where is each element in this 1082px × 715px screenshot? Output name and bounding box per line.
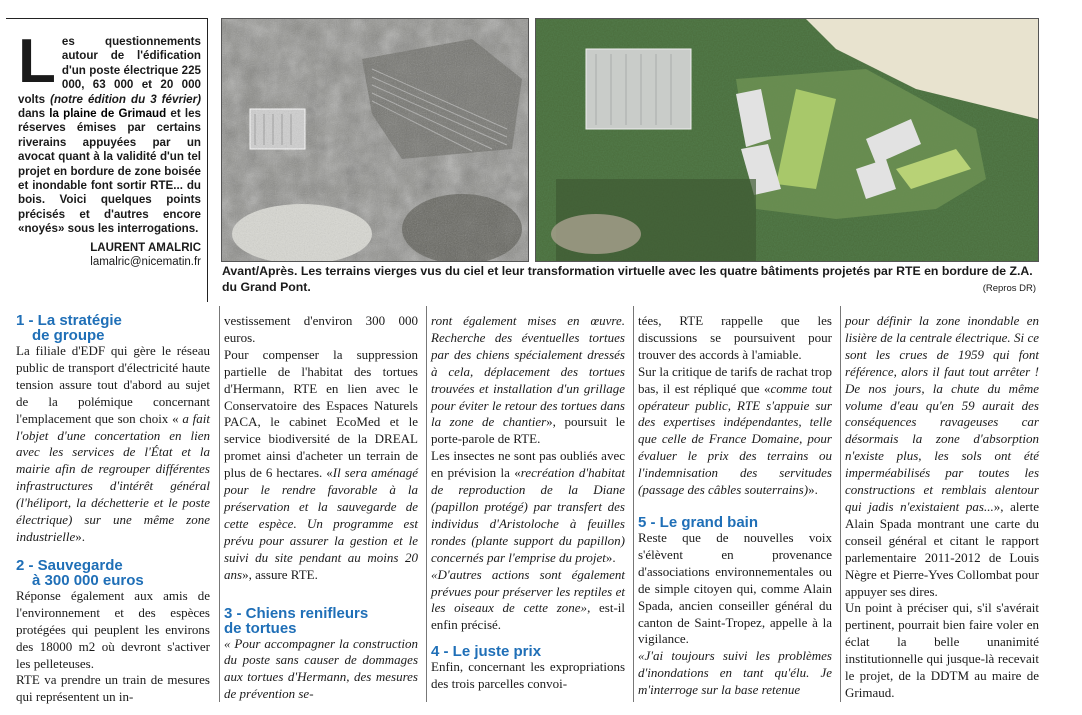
column-rule <box>840 306 841 702</box>
text-run: », assure RTE. <box>242 566 318 582</box>
text-run: Les insectes ne sont pas oubliés avec en prévision la « <box>431 448 625 481</box>
author-name: LAURENT AMALRIC <box>90 241 201 254</box>
section-1-heading-line2: de groupe <box>32 327 105 344</box>
intro-text-1: es questionnements autour de l'édification d'un poste électrique 225 000, 63 000 et 20 000 volts <box>18 35 201 106</box>
column-2 <box>224 313 418 703</box>
text-run: Pour compenser la suppression partielle de l'habitat des tortues d'Hermann, RTE en lien avec le Conservatoire des Espaces Naturels PACA, le cabinet EcoMed et le service biodiversité de la DREAL promet ainsi d'acheter un terrain de plus de 6 hectares. « <box>224 346 418 481</box>
text-run: Sur la critique de tarifs de rachat trop bas, il est répliqué que « <box>638 363 832 396</box>
column-4-paragraph-1: tées, RTE rappelle que les discussions se poursuivent pour trouver des accords à l'amiable. <box>638 313 832 362</box>
column-rule <box>219 306 220 702</box>
section-3-paragraph: « Pour accompagner la construction du poste sans causer de dommages aux tortues d'Hermann, des mesures de prévention se- <box>224 635 418 702</box>
quote-run: Il sera aménagé pour le rendre favorable à la préservation et la sauvegarde de cette espèce. Un programme est prévu pour assurer la gestion et le suivi du site pendant au moins 20 ans <box>224 465 418 582</box>
section-2-paragraph-1: Réponse également aux amis de l'environnement et des espèces protégées qui peuplent les environs des 18000 m2 où devront s'activer les pelleteuses. <box>16 587 210 671</box>
quote-run: a fait l'objet d'une concertation en lien avec les services de l'État et la mairie afin de regrouper différentes infrastructures d'intérêt général (l'héliport, la déchetterie et le poste électrique) sur une même zone industrielle <box>16 410 210 544</box>
text-run: , est-il enfin précisé. <box>431 600 625 633</box>
section-3-heading <box>224 606 418 636</box>
column-5-paragraph-2: Un point à préciser qui, s'il s'avérait pertinent, pourrait bien faire voler en éclat la belle unanimité institutionnelle qui jusque-là recevait le projet, de la DDTM au maire de Grimaud. <box>845 600 1039 700</box>
text-run: ». <box>605 549 616 565</box>
aerial-before-image <box>222 19 528 261</box>
section-5-paragraph-1: Reste que de nouvelles voix s'élèvent en provenance d'associations environnementales ou de simple citoyen qui, comme Alain Spada, ancien conseiller général du canton de Saint-Tropez, appelle à la vigilance. <box>638 529 832 647</box>
section-2-heading-line1: 2 - Sauvegarde <box>16 556 123 574</box>
aerial-after-image <box>536 19 1038 261</box>
drop-cap: L <box>18 27 56 96</box>
column-1 <box>16 313 210 706</box>
section-2-heading-line2: à 300 000 euros <box>32 571 144 589</box>
text-run: », poursuit le porte-parole de RTE. <box>431 414 625 447</box>
column-4-paragraph-2 <box>638 364 832 499</box>
column-2-paragraph-1: vestissement d'environ 300 000 euros. <box>224 313 418 345</box>
section-3-heading-line1: 3 - Chiens renifleurs <box>224 604 369 622</box>
intro-text-1b: dans <box>18 107 50 121</box>
photo-before <box>221 18 529 262</box>
section-5-paragraph-2: «J'ai toujours suivi les problèmes d'inondations en tant qu'élu. Je m'interroge sur la base retenue <box>638 648 832 698</box>
quote-run: comme tout opérateur public, RTE s'appuie sur des expertises indépendantes, telle que celle de France Domaine, pour évaluer le prix des terrains ou l'indemnisation des servitudes (passage des câbles souterrains) <box>638 380 832 498</box>
column-5-paragraph-1 <box>845 313 1039 600</box>
section-5-heading: 5 - Le grand bain <box>638 513 759 531</box>
section-4-heading: 4 - Le juste prix <box>431 643 542 661</box>
quote-run: ront également mises en œuvre. Recherche des éventuelles tortues par des chiens spécialement dressés à cela, déplacement des tortues trouvées et installation d'un grillage pour éviter le retour des tortues dans la zone de chantier <box>431 313 625 430</box>
section-1-paragraph <box>16 343 210 546</box>
column-3-paragraph-2 <box>431 448 625 566</box>
column-3 <box>431 313 625 693</box>
intro-text-2: et les réserves émises par certains riverains appuyées par un avocat quant à la validité d'un tel projet en bordure de zone boisée et inondable font sortir RTE... du bois. Voici quelques points précisés et d'autres encore «noyés» sous les interrogations. <box>18 107 201 236</box>
text-run: », alerte Alain Spada montrant une carte du conseil général et citant le rapport parlementaire 2011-2012 de Louis Nègre et Pierre-Yves Collombat pour appuyer ses dires. <box>845 498 1039 599</box>
quote-run: «D'autres actions sont également prévues pour préserver les reptiles et les oiseaux de cette zone» <box>431 566 625 616</box>
column-rule <box>633 306 634 702</box>
section-1-heading <box>16 313 210 343</box>
intro-place: la plaine de Grimaud <box>49 107 167 121</box>
intro-edition-ref: (notre édition du 3 février) <box>50 92 201 106</box>
photo-credit: (Repros DR) <box>982 283 1036 294</box>
photo-caption: Avant/Après. Les terrains vierges vus du ciel et leur transformation virtuelle avec les quatre bâtiments projetés par RTE en bordure de Z.A. du Grand Pont. <box>222 264 1033 294</box>
text-run: La filiale d'EDF qui gère le réseau public de transport d'électricité haute tension assure tout d'abord au sujet de la polémique concernant l'emplacement que son choix « <box>16 343 210 426</box>
section-2-heading <box>16 558 210 588</box>
text-run: ». <box>75 528 85 544</box>
section-2-paragraph-2: RTE va prendre un train de mesures qui représentent un in- <box>16 672 210 705</box>
column-2-paragraph-2 <box>224 347 418 584</box>
column-3-paragraph-1 <box>431 313 625 448</box>
column-4 <box>638 313 832 699</box>
author-email: lamalric@nicematin.fr <box>90 255 201 268</box>
quote-run: recréation d'habitat de reproduction de la Diane (papillon protégé) par transfert des individus d'Aristoloche à feuilles rondes (plante support du papillon) concernés par l'emprise du projet <box>431 465 625 565</box>
section-1-heading-line1: 1 - La stratégie <box>16 312 122 329</box>
column-rule <box>426 306 427 702</box>
column-5 <box>845 313 1039 702</box>
text-run: ». <box>808 482 818 498</box>
column-3-paragraph-3 <box>431 567 625 635</box>
section-3-heading-line2: de tortues <box>224 619 297 637</box>
photo-after <box>535 18 1039 262</box>
quote-run: pour définir la zone inondable en lisière de la centrale électrique. Si ce sont les crues de 1959 qui font référence, alors il faut tout arrêter ! De nos jours, la chute du même volume d'eau qu'en 59 aurait des conséquences ravageuses car désormais la zone d'absorption n'existe plus, les sols ont été imperméabilisés par toutes les constructions et remblais alentour qui jadis n'existaient pas... <box>845 313 1039 514</box>
section-4-paragraph: Enfin, concernant les expropriations des trois parcelles convoi- <box>431 659 625 692</box>
intro-box <box>6 18 208 302</box>
